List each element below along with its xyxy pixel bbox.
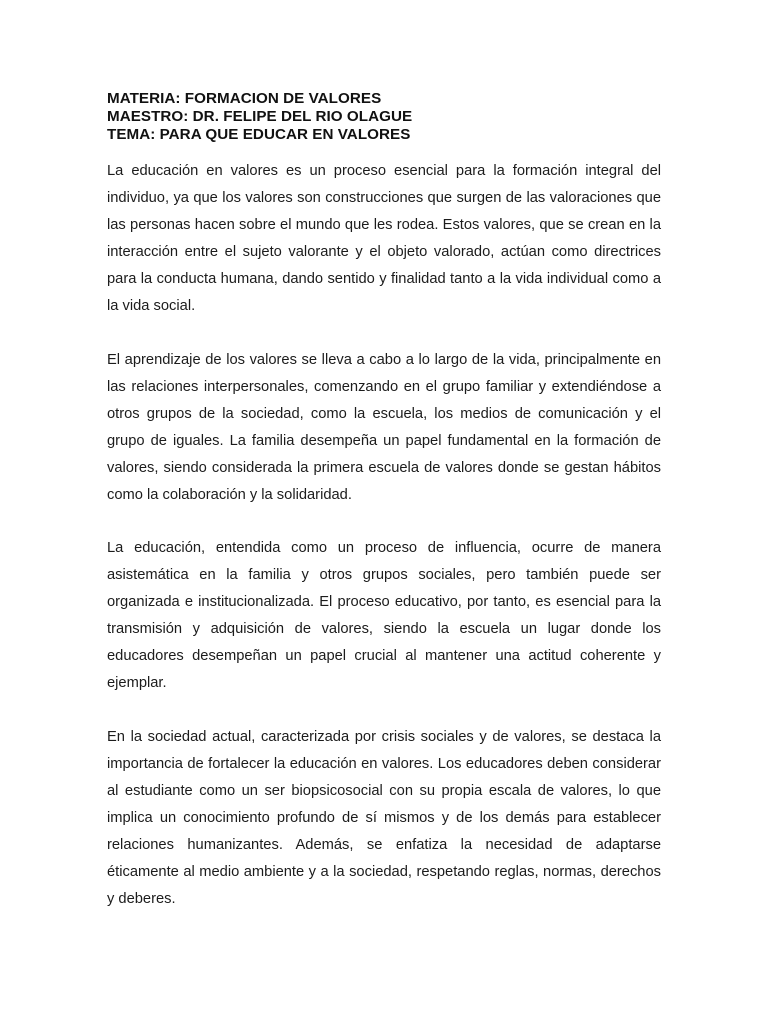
document-header — [107, 90, 661, 144]
paragraph-4: En la sociedad actual, caracterizada por crisis sociales y de valores, se destaca la importancia de fortalecer la educación en valores. Los educadores deben considerar al estudiante como un ser biopsicosocial con su propia escala de valores, lo que implica un conocimiento profundo de sí mismos y de los demás para establecer relaciones humanizantes. Además, se enfatiza la necesidad de adaptarse éticamente al medio ambiente y a la sociedad, respetando reglas, normas, derechos y deberes. — [107, 728, 661, 907]
document-page — [107, 90, 661, 913]
teacher-line: MAESTRO: DR. FELIPE DEL RIO OLAGUE — [107, 108, 413, 125]
topic-line: TEMA: PARA QUE EDUCAR EN VALORES — [107, 126, 411, 143]
paragraph-2: El aprendizaje de los valores se lleva a cabo a lo largo de la vida, principalmente en las relaciones interpersonales, comenzando en el grupo familiar y extendiéndose a otros grupos de la sociedad, como la escuela, los medios de comunicación y el grupo de iguales. La familia desempeña un papel fundamental en la formación de valores, siendo considerada la primera escuela de valores donde se gestan hábitos como la colaboración y la solidaridad. — [107, 351, 661, 503]
paragraph-1: La educación en valores es un proceso esencial para la formación integral del individuo, ya que los valores son construcciones que surgen de las valoraciones que las personas hacen sobre el mundo que les rodea. Estos valores, que se crean en la interacción entre el sujeto valorante y el objeto valorado, actúan como directrices para la conducta humana, dando sentido y finalidad tanto a la vida individual como a la vida social. — [107, 163, 661, 314]
paragraph-3: La educación, entendida como un proceso de influencia, ocurre de manera asistemática en la familia y otros grupos sociales, pero también puede ser organizada e institucionalizada. El proceso educativo, por tanto, es esencial para la transmisión y adquisición de valores, siendo la escuela un lugar donde los educadores desempeñan un papel crucial al mantener una actitud coherente y ejemplar. — [107, 540, 661, 691]
subject-line: MATERIA: FORMACION DE VALORES — [107, 90, 382, 107]
document-body — [107, 158, 661, 913]
